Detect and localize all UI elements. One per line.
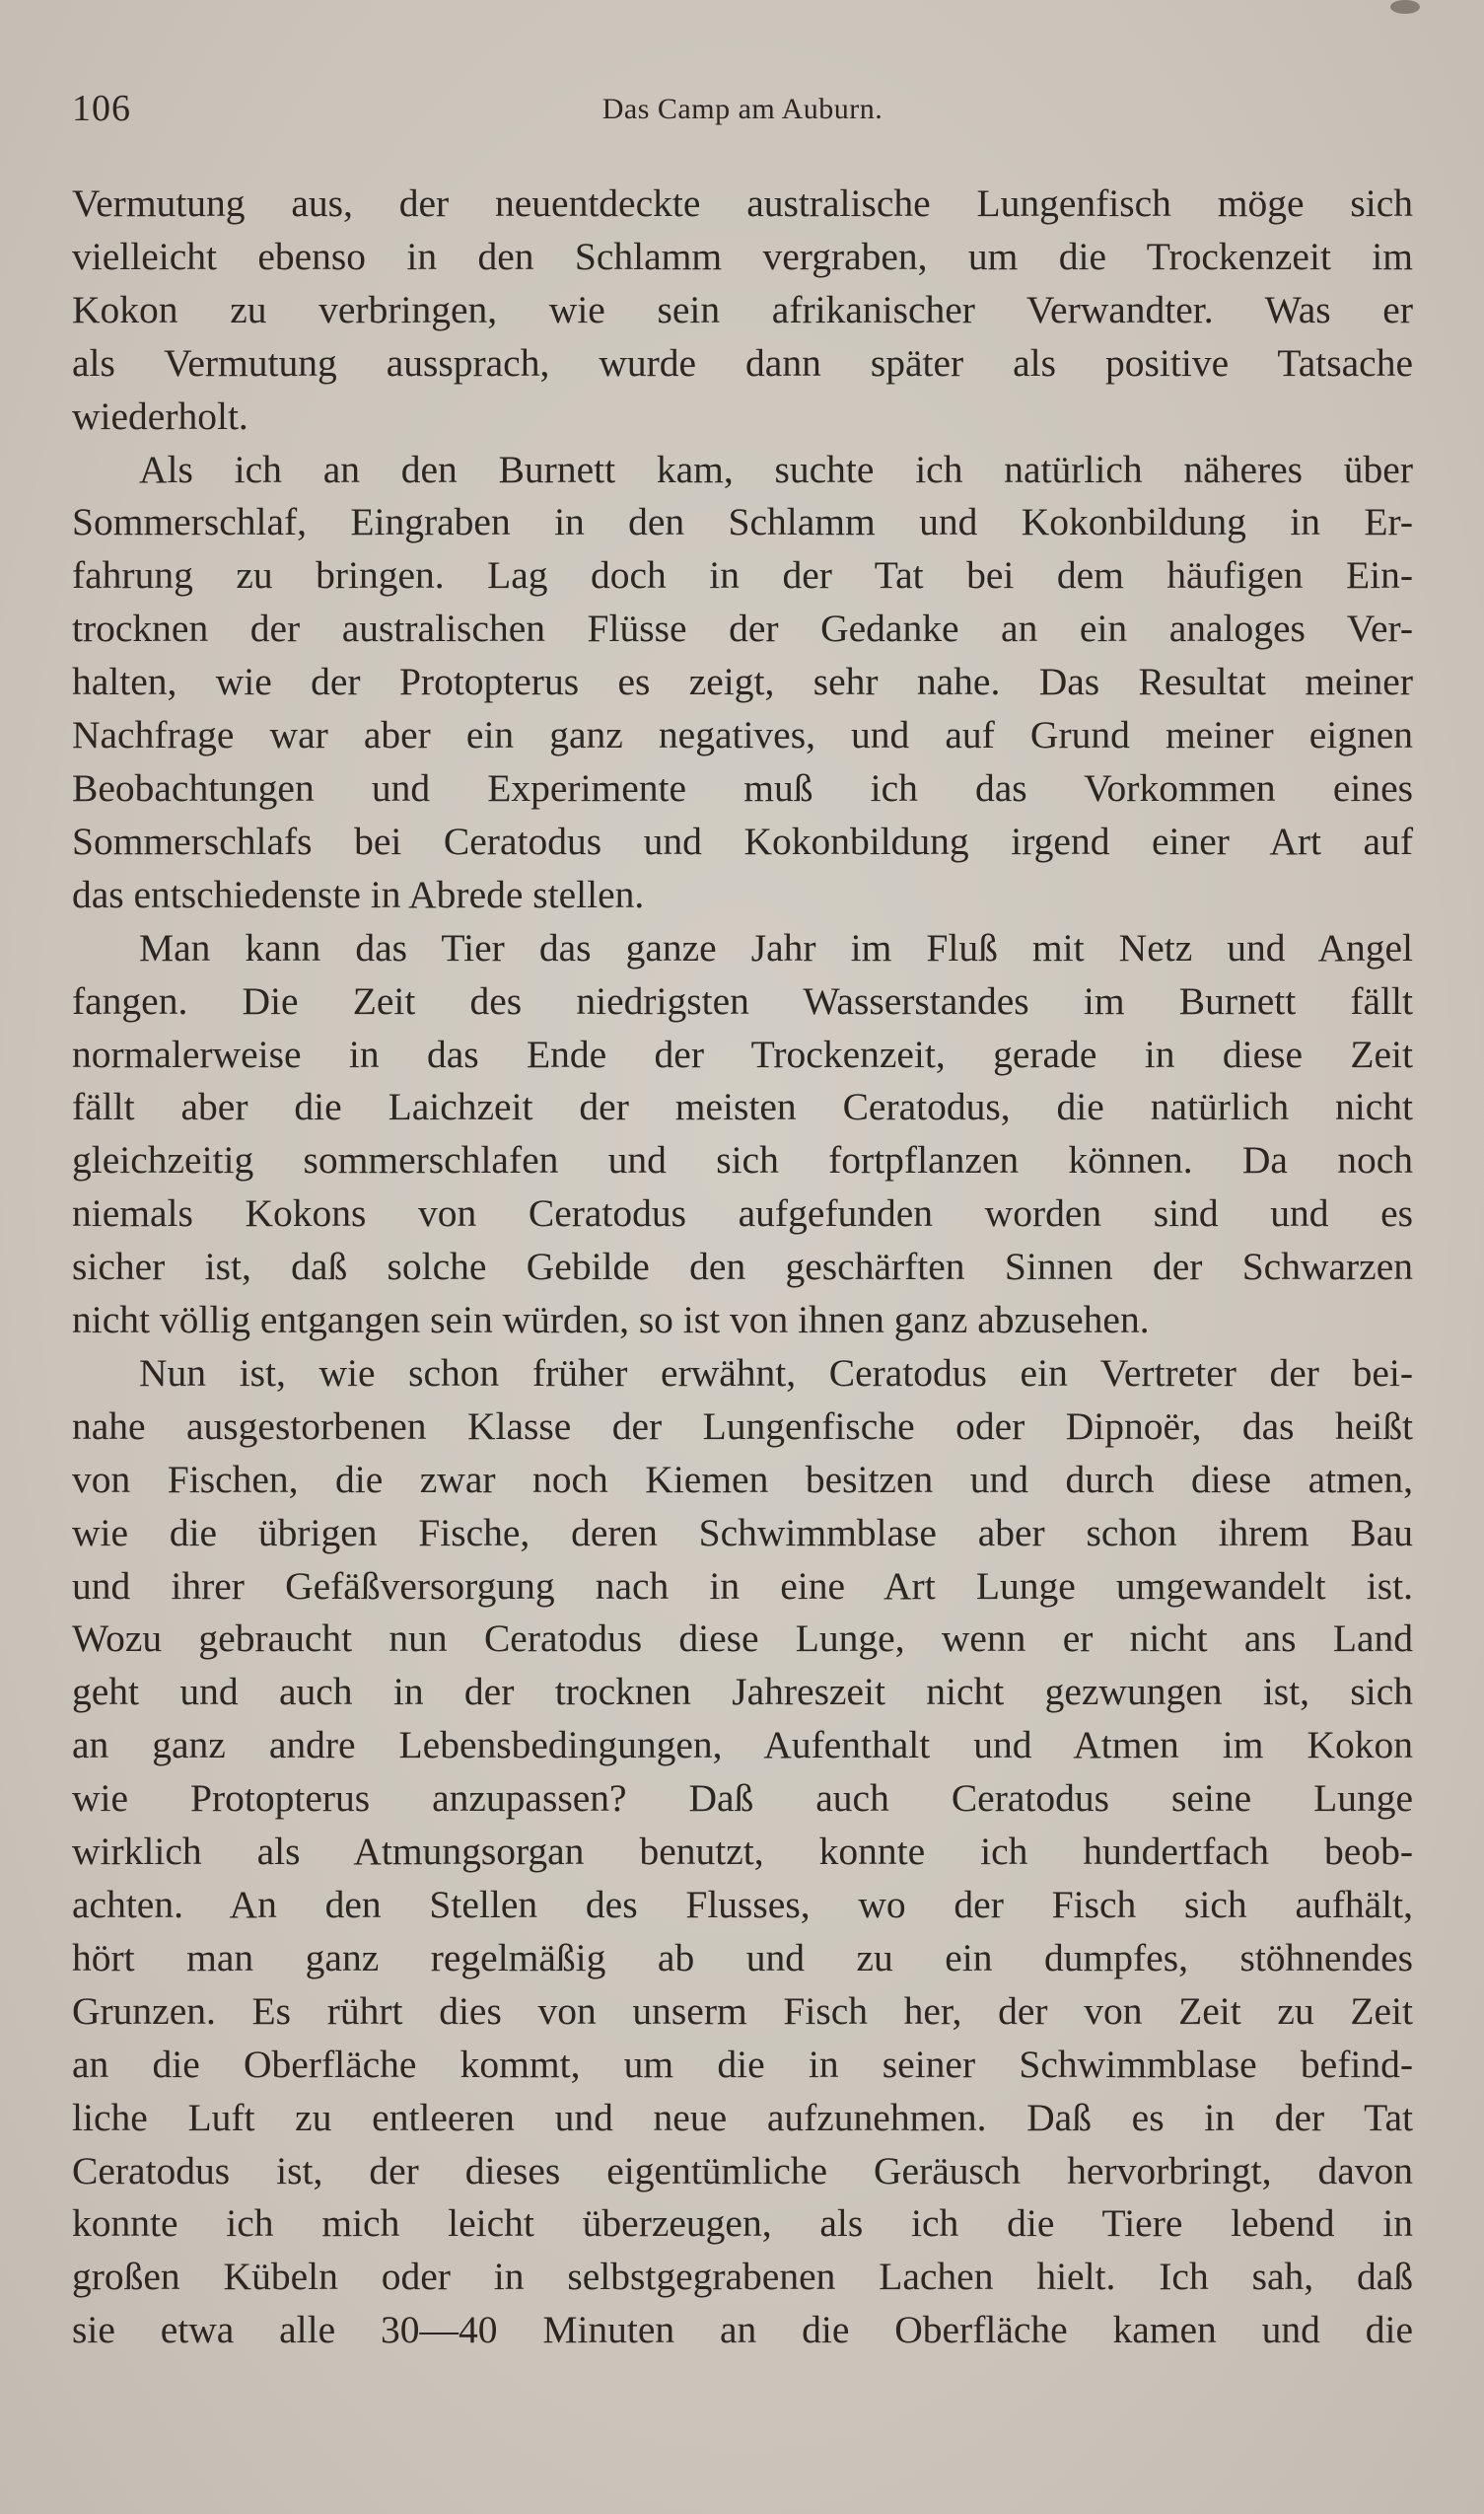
text-line: und ihrer Gefäßversorgung nach in eine Art Lunge umgewandelt ist.: [72, 1563, 1413, 1608]
text-line: an ganz andre Lebensbedingungen, Aufenthalt und Atmen im Kokon: [72, 1723, 1413, 1767]
paragraph: [72, 922, 1413, 1347]
text-line: nicht völlig entgangen sein würden, so ist von ihnen ganz abzusehen.: [72, 1298, 1150, 1342]
text-line: Man kann das Tier das ganze Jahr im Fluß mit Netz und Angel: [139, 925, 1413, 970]
text-line: Wozu gebraucht nun Ceratodus diese Lunge, wenn er nicht ans Land: [72, 1616, 1413, 1661]
text-line: geht und auch in der trocknen Jahreszeit nicht gezwungen ist, sich: [72, 1670, 1413, 1714]
text-line: Als ich an den Burnett kam, suchte ich natürlich näheres über: [139, 447, 1413, 491]
text-line: an die Oberfläche kommt, um die in seiner Schwimmblase befind-: [72, 2042, 1413, 2086]
text-line: halten, wie der Protopterus es zeigt, sehr nahe. Das Resultat meiner: [72, 660, 1413, 704]
text-line: als Vermutung aussprach, wurde dann später als positive Tatsache: [72, 340, 1413, 385]
text-line: Sommerschlafs bei Ceratodus und Kokonbildung irgend einer Art auf: [72, 819, 1413, 863]
text-line: Ceratodus ist, der dieses eigentümliche Geräusch hervorbringt, davon: [72, 2148, 1413, 2192]
text-line: von Fischen, die zwar noch Kiemen besitzen und durch diese atmen,: [72, 1457, 1413, 1501]
text-line: normalerweise in das Ende der Trockenzeit, gerade in diese Zeit: [72, 1032, 1413, 1076]
text-line: konnte ich mich leicht überzeugen, als ich die Tiere lebend in: [72, 2201, 1413, 2246]
text-line: sicher ist, daß solche Gebilde den geschärften Sinnen der Schwarzen: [72, 1245, 1413, 1289]
text-line: sie etwa alle 30—40 Minuten an die Oberfläche kamen und die: [72, 2308, 1413, 2352]
text-line: niemals Kokons von Ceratodus aufgefunden worden sind und es: [72, 1191, 1413, 1236]
text-line: trocknen der australischen Flüsse der Gedanke an ein analoges Ver-: [72, 607, 1413, 651]
text-line: gleichzeitig sommerschlafen und sich fortpflanzen können. Da noch: [72, 1138, 1413, 1183]
text-line: großen Kübeln oder in selbstgegrabenen Lachen hielt. Ich sah, daß: [72, 2255, 1413, 2299]
paragraph: [72, 1347, 1413, 2357]
ink-smudge: [1390, 0, 1420, 14]
text-line: hört man ganz regelmäßig ab und zu ein dumpfes, stöhnendes: [72, 1935, 1413, 1979]
text-line: wirklich als Atmungsorgan benutzt, konnte ich hundertfach beob-: [72, 1830, 1413, 1874]
text-line: wiederholt.: [72, 394, 248, 438]
text-line: wie Protopterus anzupassen? Daß auch Ceratodus seine Lunge: [72, 1776, 1413, 1821]
text-line: Beobachtungen und Experimente muß ich das Vorkommen eines: [72, 765, 1413, 810]
text-line: Vermutung aus, der neuentdeckte australische Lungenfisch möge sich: [72, 181, 1413, 225]
text-line: Nachfrage war aber ein ganz negatives, und auf Grund meiner eignen: [72, 713, 1413, 757]
text-line: liche Luft zu entleeren und neue aufzunehmen. Daß es in der Tat: [72, 2095, 1413, 2139]
running-head: Das Camp am Auburn.: [601, 93, 883, 125]
text-line: nahe ausgestorbenen Klasse der Lungenfische oder Dipnoër, das heißt: [72, 1403, 1413, 1448]
body-text: [72, 178, 1413, 2357]
paragraph: [72, 444, 1413, 922]
paragraph: [72, 178, 1413, 444]
text-line: Kokon zu verbringen, wie sein afrikanischer Verwandter. Was er: [72, 287, 1413, 331]
text-line: vielleicht ebenso in den Schlamm vergraben, um die Trockenzeit im: [72, 234, 1413, 278]
text-line: Nun ist, wie schon früher erwähnt, Ceratodus ein Vertreter der bei-: [139, 1350, 1413, 1395]
text-line: achten. An den Stellen des Flusses, wo der Fisch sich aufhält,: [72, 1883, 1413, 1926]
text-line: fangen. Die Zeit des niedrigsten Wasserstandes im Burnett fällt: [72, 978, 1413, 1023]
page-header: [72, 87, 1413, 134]
text-line: fällt aber die Laichzeit der meisten Ceratodus, die natürlich nicht: [72, 1085, 1413, 1129]
text-line: fahrung zu bringen. Lag doch in der Tat bei dem häufigen Ein-: [72, 553, 1413, 598]
text-line: Grunzen. Es rührt dies von unserm Fisch her, der von Zeit zu Zeit: [72, 1988, 1413, 2033]
page-number: 106: [72, 88, 131, 129]
text-line: das entschiedenste in Abrede stellen.: [72, 872, 645, 916]
text-line: Sommerschlaf, Eingraben in den Schlamm und Kokonbildung in Er-: [72, 500, 1413, 544]
text-line: wie die übrigen Fische, deren Schwimmblase aber schon ihrem Bau: [72, 1510, 1413, 1554]
